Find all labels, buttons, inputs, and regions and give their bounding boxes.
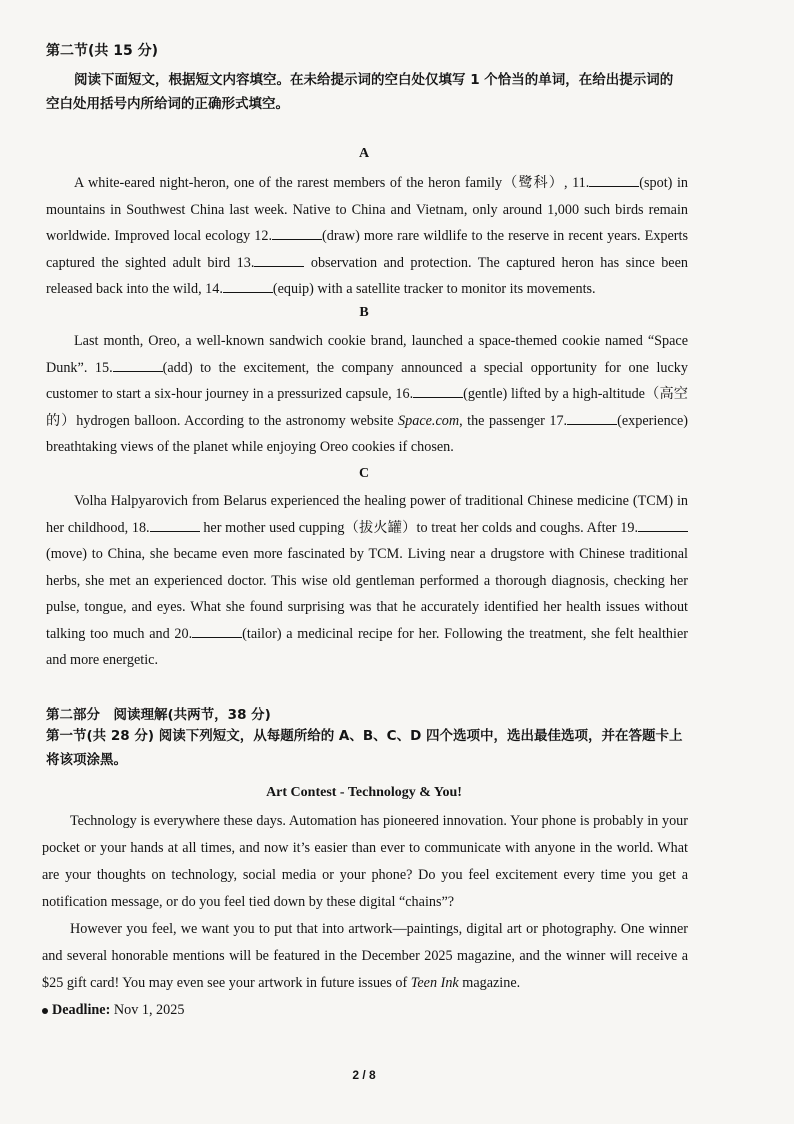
- passage-text: , the passenger 17.: [459, 412, 568, 429]
- italic-text: Teen Ink: [410, 975, 459, 991]
- deadline-value: Nov 1, 2025: [113, 1002, 185, 1018]
- passage-text: (experience) breathtaking views of the planet while enjoying Oreo cookies if chosen.: [46, 412, 688, 455]
- passage-text: (gentle) lifted by a high-altitude（高空的）hydrogen balloon. According to the astronomy website: [46, 386, 688, 429]
- passage-text: magazine.: [458, 975, 521, 991]
- passage-text: (tailor) a medicinal recipe for her. Following the treatment, she felt healthier and more energetic.: [46, 625, 688, 668]
- page-number: 2 / 8: [352, 1068, 376, 1082]
- answer-blank[interactable]: [150, 517, 200, 532]
- passage-text: her mother used cupping（拔火罐）to treat her colds and coughs. After 19.: [199, 519, 638, 536]
- part2-instruction: 第一节(共 28 分) 阅读下列短文，从每题所给的 A、B、C、D 四个选项中，选出最佳选项，并在答题卡上将该项涂黑。: [46, 728, 683, 768]
- bullet-icon: [42, 1008, 48, 1014]
- passage-a: [46, 170, 688, 303]
- passage-text: (add) to the excitement, the company announced a special opportunity for one lucky customer to start a six-hour journey in a pressurized capsule, 16.: [46, 359, 688, 402]
- answer-blank[interactable]: [223, 278, 273, 293]
- passage-b-label: B: [359, 305, 369, 320]
- passage-text: However you feel, we want you to put that into artwork—paintings, digital art or photography. One winner and several honorable mentions will be featured in the December 2025 magazine, and the winner will receive a $25 gift card! You may even see your artwork in future issues of: [42, 921, 688, 991]
- passage-a-label: A: [358, 146, 370, 161]
- passage-text: A white-eared night-heron, one of the rarest members of the heron family（鹭科）, 11.: [74, 175, 590, 191]
- italic-text: Space.com: [398, 412, 460, 429]
- answer-blank[interactable]: [113, 357, 163, 372]
- passage-text: (spot) in mountains in Southwest China last week. Native to China and Vietnam, only around 1,000 such birds remain worldwide. Improved local ecology 12.: [46, 175, 689, 244]
- answer-blank[interactable]: [254, 252, 304, 267]
- passage-c: [46, 488, 688, 674]
- part2-heading: 第二部分 阅读理解(共两节，38 分): [46, 707, 271, 723]
- section-heading: 第二节(共 15 分): [46, 43, 159, 59]
- deadline-label: Deadline:: [52, 1002, 111, 1018]
- article-paragraph-1: Technology is everywhere these days. Automation has pioneered innovation. Your phone is probably in your pocket or your hands at all times, and now it’s easier than ever to communicate with anyone in the world. What are your thoughts on technology, social media or your phone? Do you feel excitement every time you get a notification message, or do you feel tied down by these digital “chains”?: [42, 813, 688, 910]
- answer-blank[interactable]: [192, 623, 242, 638]
- article-paragraph-2: [42, 916, 688, 997]
- passage-text: observation and protection. The captured heron has since been released back into the wild, 14.: [46, 254, 688, 297]
- answer-blank[interactable]: [272, 225, 322, 240]
- answer-blank[interactable]: [589, 172, 639, 187]
- passage-text: Volha Halpyarovich from Belarus experienced the healing power of traditional Chinese medicine (TCM) in her childhood, 18.: [46, 493, 688, 536]
- passage-text: Last month, Oreo, a well-known sandwich cookie brand, launched a space-themed cookie named “Space Dunk”. 15.: [46, 333, 688, 376]
- section-instruction: 阅读下面短文，根据短文内容填空。在未给提示词的空白处仅填写 1 个恰当的单词，在给出提示词的空白处用括号内所给词的正确形式填空。: [46, 72, 674, 112]
- deadline: [42, 1002, 184, 1019]
- answer-blank[interactable]: [413, 383, 463, 398]
- passage-text: (draw) more rare wildlife to the reserve in recent years. Experts captured the sighted adult bird 13.: [46, 228, 688, 271]
- article-title: Art Contest - Technology & You!: [266, 785, 462, 800]
- passage-text: (move) to China, she became even more fascinated by TCM. Living near a drugstore with Chinese traditional herbs, she met an experienced doctor. This wise old gentleman performed a thorough diagnosis, checking her pulse, tongue, and eyes. What she found surprising was that he accurately identified her health issues without talking too much and 20.: [46, 546, 688, 642]
- answer-blank[interactable]: [567, 410, 617, 425]
- passage-b: [46, 328, 688, 461]
- passage-c-label: C: [358, 466, 370, 481]
- answer-blank[interactable]: [638, 517, 688, 532]
- passage-text: (equip) with a satellite tracker to monitor its movements.: [272, 281, 596, 297]
